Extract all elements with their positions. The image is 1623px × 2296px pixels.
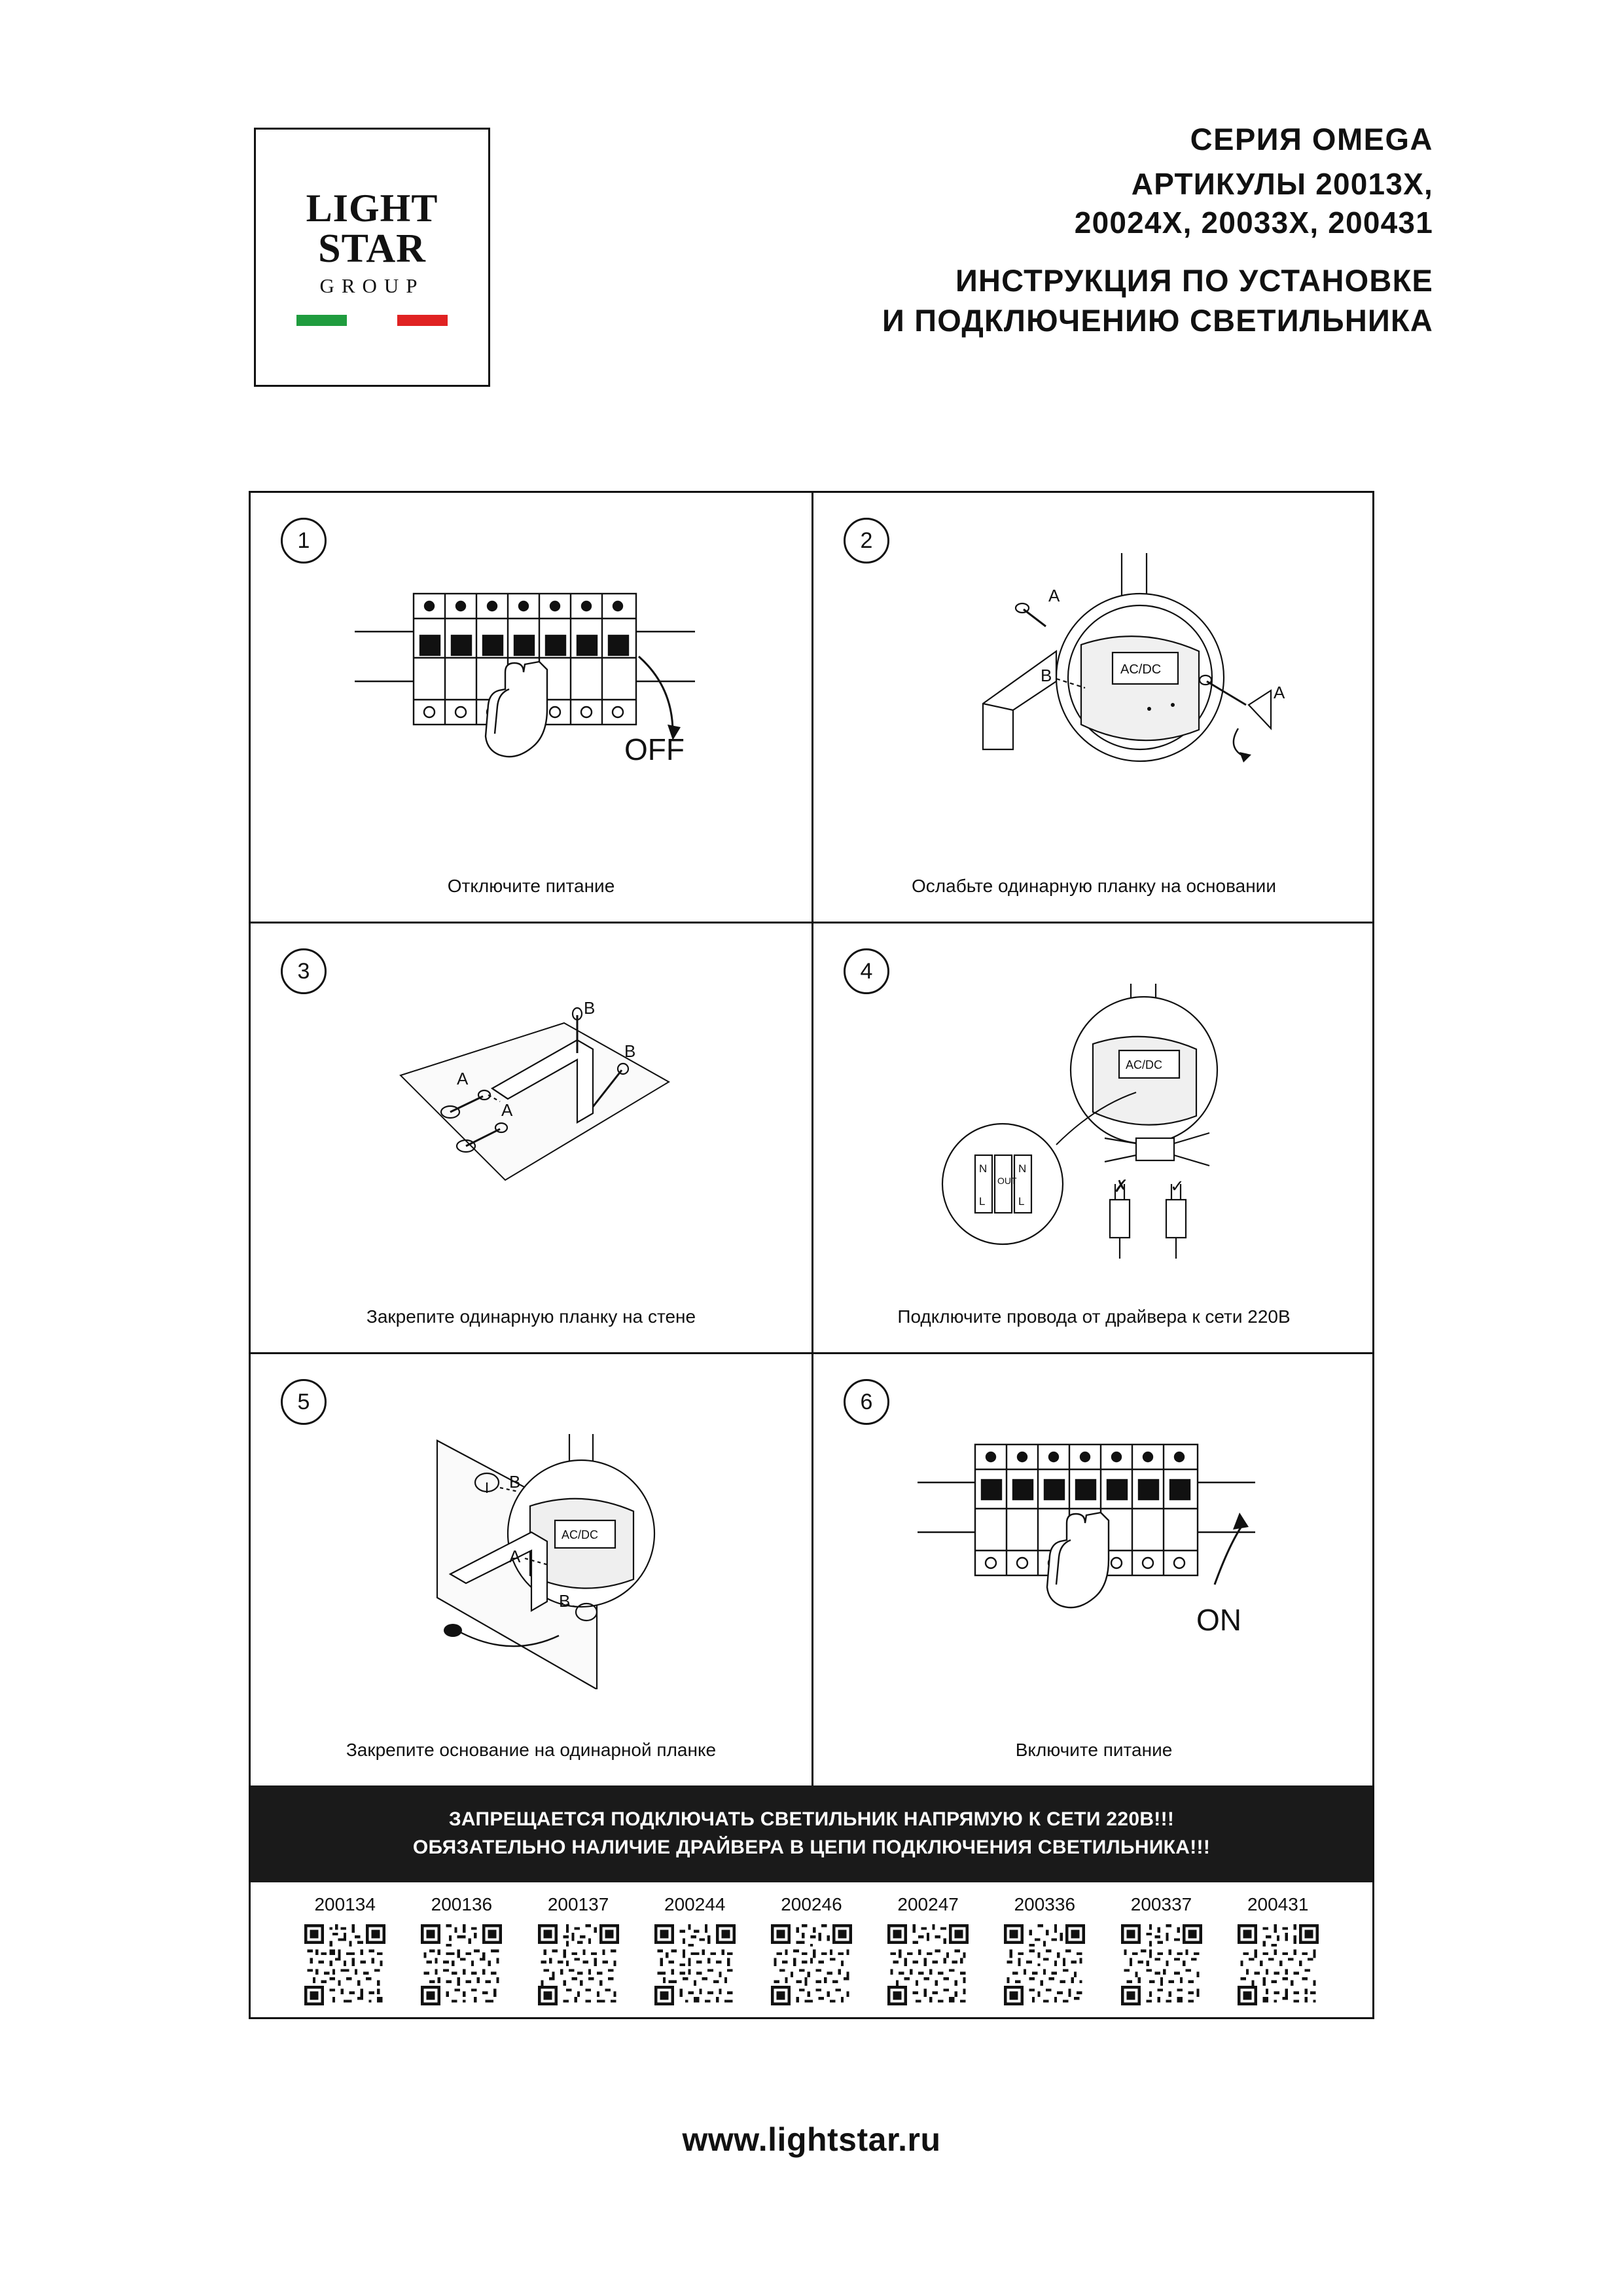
qr-label: 200247 bbox=[897, 1894, 959, 1914]
svg-text:B: B bbox=[624, 1041, 635, 1061]
website-footer: www.lightstar.ru bbox=[682, 2121, 941, 2158]
step-3-caption: Закрепите одинарную планку на стене bbox=[366, 1306, 696, 1327]
qr-code-icon bbox=[1121, 1924, 1202, 2005]
qr-code-icon bbox=[654, 1924, 736, 2005]
svg-text:B: B bbox=[583, 998, 595, 1018]
step-1-caption: Отключите питание bbox=[447, 876, 615, 896]
step-3-number: 3 bbox=[281, 948, 327, 994]
articles-line-2: 20024X, 20033X, 200431 bbox=[1074, 205, 1433, 240]
step-5-illustration bbox=[251, 1414, 812, 1725]
qr-item-200136 bbox=[421, 1894, 502, 2005]
step-2-number: 2 bbox=[844, 518, 889, 564]
step-1-number: 1 bbox=[281, 518, 327, 564]
step-2-illustration bbox=[813, 553, 1374, 861]
step-4-caption: Подключите провода от драйвера к сети 220В bbox=[897, 1306, 1291, 1327]
svg-text:A: A bbox=[456, 1069, 468, 1088]
qr-label: 200244 bbox=[664, 1894, 726, 1914]
step-2-caption: Ослабьте одинарную планку на основании bbox=[912, 876, 1276, 896]
svg-text:B: B bbox=[558, 1591, 570, 1611]
step-1-figure-label: OFF bbox=[624, 732, 685, 766]
qr-label: 200337 bbox=[1130, 1894, 1192, 1914]
qr-label: 200136 bbox=[431, 1894, 493, 1914]
articles-line-1: АРТИКУЛЫ 20013X, bbox=[1131, 167, 1433, 201]
qr-item-200337 bbox=[1121, 1894, 1202, 2005]
warning-banner bbox=[251, 1785, 1372, 1882]
qr-code-icon bbox=[887, 1924, 969, 2005]
svg-text:B: B bbox=[508, 1472, 520, 1492]
instruction-line-1: ИНСТРУКЦИЯ ПО УСТАНОВКЕ bbox=[955, 262, 1433, 298]
step-5-caption: Закрепите основание на одинарной планке bbox=[346, 1740, 717, 1760]
qr-item-200134 bbox=[304, 1894, 385, 2005]
step-1 bbox=[251, 493, 813, 924]
qr-code-icon bbox=[771, 1924, 852, 2005]
step-3 bbox=[251, 924, 813, 1354]
brand-logo bbox=[254, 128, 490, 387]
qr-label: 200137 bbox=[547, 1894, 609, 1914]
step-2 bbox=[813, 493, 1374, 924]
qr-code-icon bbox=[1238, 1924, 1319, 2005]
italian-flag-icon bbox=[296, 315, 448, 326]
warning-line-1: ЗАПРЕЩАЕТСЯ ПОДКЛЮЧАТЬ СВЕТИЛЬНИК НАПРЯМУЮ К СЕТИ 220В!!! bbox=[448, 1808, 1175, 1831]
step-2-driver-label: AC/DC bbox=[1120, 662, 1161, 677]
qr-item-200137 bbox=[538, 1894, 619, 2005]
svg-text:A: A bbox=[508, 1547, 520, 1566]
header bbox=[0, 115, 1623, 396]
step-4-mark-wrong: ✗ bbox=[1113, 1176, 1128, 1196]
steps-grid bbox=[251, 493, 1372, 1785]
step-4-driver-label: AC/DC bbox=[1125, 1058, 1162, 1071]
steps-panel bbox=[249, 491, 1374, 2019]
step-4 bbox=[813, 924, 1374, 1354]
series-title: СЕРИЯ OMEGA bbox=[1190, 122, 1433, 156]
step-2-label-a-right: A bbox=[1273, 683, 1285, 702]
brand-line-2: STAR bbox=[318, 226, 426, 272]
instruction-line-2: И ПОДКЛЮЧЕНИЮ СВЕТИЛЬНИКА bbox=[882, 302, 1433, 338]
title-block bbox=[576, 121, 1433, 340]
svg-text:L: L bbox=[978, 1195, 985, 1208]
svg-text:N: N bbox=[1018, 1162, 1026, 1175]
step-1-illustration bbox=[251, 553, 812, 861]
step-4-number: 4 bbox=[844, 948, 889, 994]
step-5 bbox=[251, 1354, 813, 1785]
qr-label: 200134 bbox=[314, 1894, 376, 1914]
svg-text:OUT: OUT bbox=[997, 1175, 1017, 1186]
qr-item-200244 bbox=[654, 1894, 736, 2005]
qr-item-200246 bbox=[771, 1894, 852, 2005]
qr-item-200336 bbox=[1004, 1894, 1085, 2005]
svg-text:L: L bbox=[1018, 1195, 1024, 1208]
svg-text:A: A bbox=[501, 1100, 512, 1120]
qr-item-200247 bbox=[887, 1894, 969, 2005]
brand-line-1: LIGHT bbox=[306, 187, 438, 230]
step-6-figure-label: ON bbox=[1196, 1603, 1241, 1637]
qr-code-icon bbox=[304, 1924, 385, 2005]
step-4-mark-right: ✓ bbox=[1169, 1176, 1185, 1196]
step-6-caption: Включите питание bbox=[1015, 1740, 1173, 1760]
step-6-number: 6 bbox=[844, 1379, 889, 1425]
qr-code-icon bbox=[1004, 1924, 1085, 2005]
qr-label: 200246 bbox=[781, 1894, 842, 1914]
warning-line-2: ОБЯЗАТЕЛЬНО НАЛИЧИЕ ДРАЙВЕРА В ЦЕПИ ПОДКЛЮЧЕНИЯ СВЕТИЛЬНИКА!!! bbox=[412, 1837, 1211, 1858]
step-5-driver-label: AC/DC bbox=[561, 1528, 598, 1541]
step-5-number: 5 bbox=[281, 1379, 327, 1425]
step-2-label-b: B bbox=[1040, 666, 1052, 685]
brand-group-label: GROUP bbox=[319, 274, 425, 297]
qr-code-icon bbox=[538, 1924, 619, 2005]
step-6-illustration bbox=[813, 1414, 1374, 1725]
svg-text:N: N bbox=[978, 1162, 987, 1175]
step-2-label-a-top: A bbox=[1048, 586, 1060, 605]
step-3-illustration bbox=[251, 984, 812, 1292]
qr-code-row bbox=[251, 1882, 1372, 2017]
step-6 bbox=[813, 1354, 1374, 1785]
qr-code-icon bbox=[421, 1924, 502, 2005]
qr-label: 200431 bbox=[1247, 1894, 1309, 1914]
qr-item-200431 bbox=[1238, 1894, 1319, 2005]
step-4-illustration bbox=[813, 984, 1374, 1292]
qr-label: 200336 bbox=[1014, 1894, 1076, 1914]
